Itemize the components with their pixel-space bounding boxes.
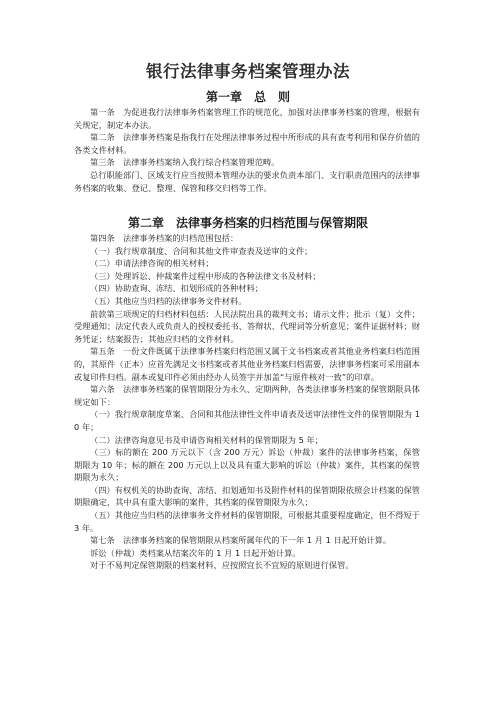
list-item: （四）有权机关的协助查询、冻结、扣划通知书及附件材料的保管期限依照会计档案的保管期限确定，其中具有重大影响的案件，其档案的保管期限为永久； bbox=[74, 484, 420, 508]
list-item: （五）其他应当归档的法律事务文件材料。 bbox=[90, 295, 247, 306]
paragraph: 第六条 法律事务档案的保管期限分为永久、定期两种，各类法律事务档案的保管期限具体规定如下： bbox=[74, 384, 420, 407]
paragraph: 对于不易判定保管期限的档案材料，应按照宜长不宜短的原则进行保管。 bbox=[90, 560, 354, 571]
paragraph: 第三条 法律事务档案纳入我行综合档案管理范畴。 bbox=[90, 157, 280, 168]
list-item: （五）其他应当归档的法律事务文件材料的保管期限，可根据其重要程度确定，但不得短于 3 年。 bbox=[74, 510, 420, 533]
document-title: 银行法律事务档案管理办法 bbox=[146, 62, 350, 81]
list-item: （三）处理诉讼、仲裁案件过程中形成的各种法律文书及材料； bbox=[90, 270, 321, 281]
paragraph: 诉讼（仲裁）类档案从结案次年的 1 月 1 日起开始计算。 bbox=[90, 547, 301, 558]
list-item: （四）协助查询、冻结、扣划形成的各种材料； bbox=[90, 283, 263, 294]
paragraph: 第五条 一份文件既属于法律事务档案归档范围又属于文书档案或者其他业务档案归档范围的，其原件（正本）应首先满足文书档案或者其他业务档案归档需要，法律事务档案可采用副本或复印件归档。副本或复印件必须由经办人员签字并加盖“与原件核对一致”的印章。 bbox=[74, 346, 420, 382]
chapter-2-body bbox=[74, 232, 420, 572]
list-item: （三）标的额在 200 万元以下（含 200 万元）诉讼（仲裁）案件的法律事务档案，保管期限为 10 年；标的额在 200 万元以上以及具有重大影响的诉讼（仲裁）案件，其档案的保管期限为永久； bbox=[74, 447, 420, 483]
paragraph: 第二条 法律事务档案是指我行在处理法律事务过程中所形成的具有查考利用和保存价值的各类文件材料。 bbox=[74, 132, 420, 155]
list-item: （一）我行规章制度、合同和其他文件审查表及送审的文件； bbox=[90, 245, 313, 256]
list-item: （一）我行规章制度草案、合同和其他法律性文件申请表及送审法律性文件的保管期限为 10 年； bbox=[74, 409, 420, 432]
paragraph: 第七条 法律事务档案的保管期限从档案所属年代的下一年 1 月 1 日起开始计算。 bbox=[90, 535, 392, 546]
list-item: （二）法律咨询意见书及申请咨询相关材料的保管期限为 5 年； bbox=[90, 434, 323, 445]
chapter-1-body bbox=[74, 106, 420, 194]
chapter-2-heading: 第二章 法律事务档案的归档范围与保管期限 bbox=[127, 216, 368, 230]
chapter-1-heading: 第一章 总 则 bbox=[205, 90, 290, 104]
paragraph: 总行职能部门、区域支行应当按照本管理办法的要求负责本部门、支行职责范围内的法律事务档案的收集、登记、整理、保管和移交归档等工作。 bbox=[74, 169, 420, 193]
paragraph: 第一条 为促进我行法律事务档案管理工作的规范化，加强对法律事务档案的管理，根据有关规定，制定本办法。 bbox=[74, 107, 420, 130]
paragraph: 第四条 法律事务档案的归档范围包括： bbox=[90, 233, 239, 243]
list-item: （二）申请法律咨询的相关材料； bbox=[90, 258, 214, 269]
paragraph: 前款第三项规定的归档材料包括：人民法院出具的裁判文书；请示文件；批示（复）文件；受理通知；法定代表人或负责人的授权委托书、答辩状、代理词等分析意见；案件证据材料；财务凭证；结案报告；其他应归档的文件材料。 bbox=[74, 308, 420, 344]
